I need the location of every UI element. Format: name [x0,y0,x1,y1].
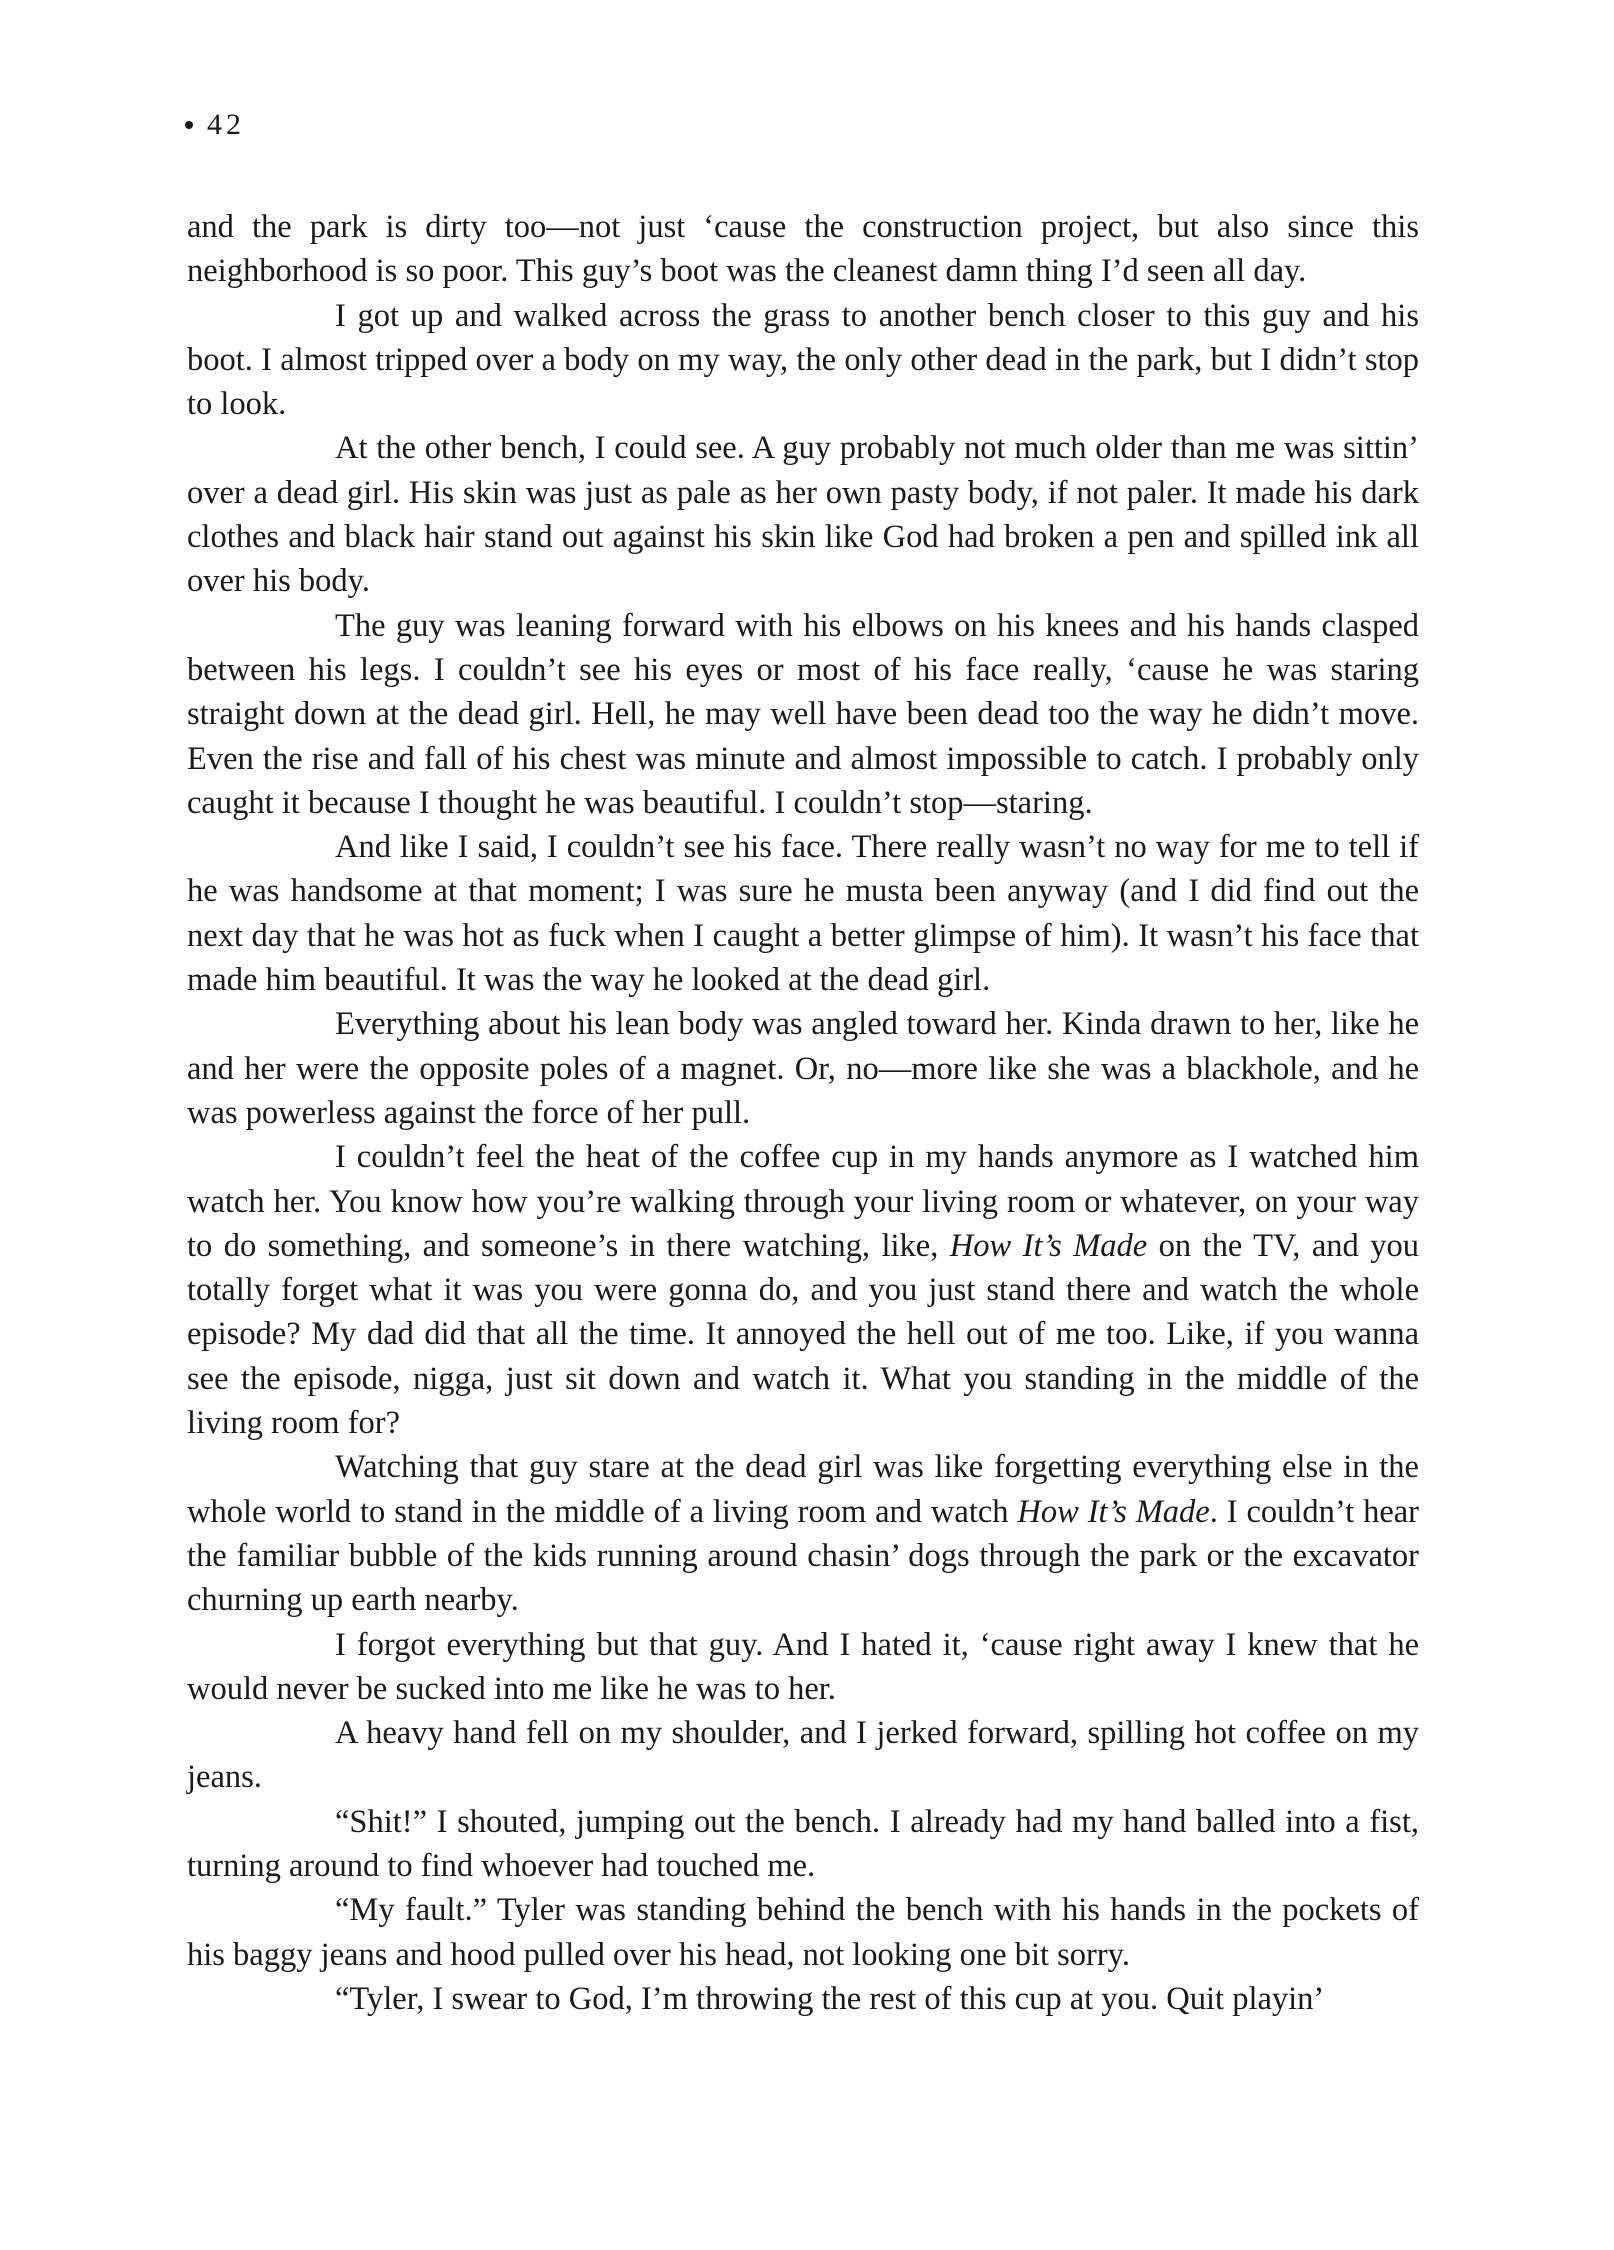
paragraph: “My fault.” Tyler was standing behind the bench with his hands in the pockets of his baggy jeans and hood pulled over his head, not looking one bit sorry. [187,1892,1419,1973]
show-title: How It’s Made [949,1227,1148,1264]
paragraph: I forgot everything but that guy. And I hated it, ‘cause right away I knew that he would never be sucked into me like he was to her. [187,1626,1419,1707]
paragraph-continued: and the park is dirty too—not just ‘cause the construction project, but also since this neighborhood is so poor. This guy’s boot was the cleanest damn thing I’d seen all day. [187,209,1419,290]
paragraph-text: Watching that guy stare at the dead girl was like forgetting everything else in the whole world to stand in the middle of a living room and watch [187,1449,1419,1530]
show-title: How It’s Made [1017,1493,1210,1530]
paragraph: The guy was leaning forward with his elbows on his knees and his hands clasped between his legs. I couldn’t see his eyes or most of his face really, ‘cause he was staring straight down at the dead girl. Hell, he may well have been dead too the way he didn’t move. Even the rise and fall of his chest was minute and almost impossible to catch. I probably only caught it because I thought he was beautiful. I couldn’t stop—staring. [187,607,1419,821]
paragraph-text: I couldn’t feel the heat of the coffee cup in my hands anymore as I watched him watch her. You know how you’re walking through your living room or whatever, on your way to do something, and someone’s in there watching, like, [187,1139,1419,1264]
paragraph: And like I said, I couldn’t see his face. There really wasn’t no way for me to tell if he was handsome at that moment; I was sure he musta been anyway (and I did find out the next day that he was hot as fuck when I caught a better glimpse of him). It wasn’t his face that made him beautiful. It was the way he looked at the dead girl. [187,829,1419,999]
page-number: 42 [207,108,245,141]
body-text [187,205,1419,2021]
paragraph: I got up and walked across the grass to another bench closer to this guy and his boot. I almost tripped over a body on my way, the only other dead in the park, but I didn’t stop to look. [187,297,1419,423]
paragraph: At the other bench, I could see. A guy probably not much older than me was sittin’ over a dead girl. His skin was just as pale as her own pasty body, if not paler. It made his dark clothes and black hair stand out against his skin like God had broken a pen and spilled ink all over his body. [187,430,1419,600]
paragraph-text: . I couldn’t hear the familiar bubble of the kids running around chasin’ dogs through the park or the excavator churning up earth nearby. [187,1493,1419,1619]
bullet-icon [185,121,193,129]
paragraph: “Shit!” I shouted, jumping out the bench. I already had my hand balled into a fist, turning around to find whoever had touched me. [187,1803,1419,1884]
paragraph: Everything about his lean body was angled toward her. Kinda drawn to her, like he and her were the opposite poles of a magnet. Or, no—more like she was a blackhole, and he was powerless against the force of her pull. [187,1006,1419,1131]
paragraph-text: on the TV, and you totally forget what it was you were gonna do, and you just stand there and watch the whole episode? My dad did that all the time. It annoyed the hell out of me too. Like, if you wanna see the episode, nigga, just sit down and watch it. What you standing in the middle of the living room for? [187,1227,1419,1442]
paragraph: “Tyler, I swear to God, I’m throwing the rest of this cup at you. Quit playin’ [335,1980,1325,2017]
paragraph [187,1135,1419,1445]
paragraph: A heavy hand fell on my shoulder, and I jerked forward, spilling hot coffee on my jeans. [187,1715,1419,1796]
running-header [185,108,245,142]
paragraph [187,1445,1419,1622]
